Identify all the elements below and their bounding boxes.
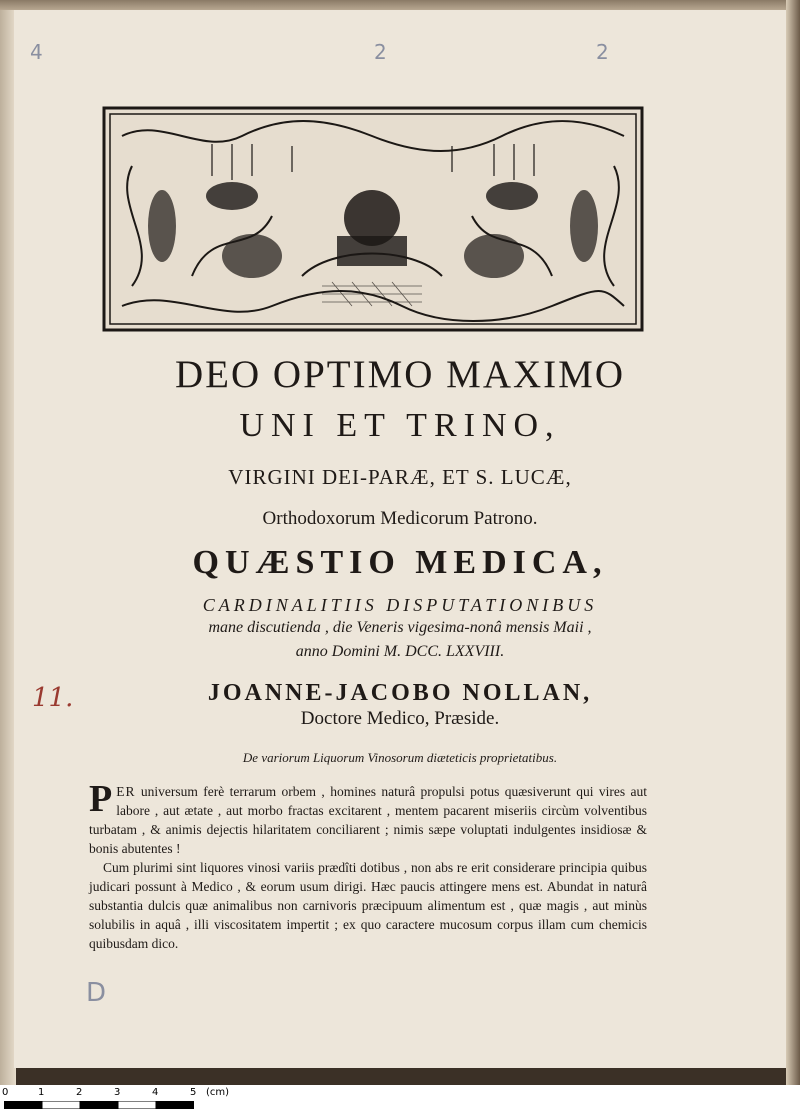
ruler-label-2: 2 (76, 1087, 83, 1098)
body-text (89, 778, 647, 953)
pencil-mark-middle: 2 (374, 40, 387, 64)
year-line: anno Domini M. DCC. LXXVIII. (295, 643, 505, 660)
ruler-label-1: 1 (38, 1087, 45, 1098)
president-name: JOANNE-JACOBO NOLLAN, (207, 680, 593, 706)
pencil-mark-right: 2 (596, 40, 609, 64)
ruler-label-4: 4 (152, 1087, 159, 1098)
drop-cap: P (89, 778, 113, 820)
ornamental-headpiece (102, 106, 644, 332)
dedication-line-3: VIRGINI DEI-PARÆ, ET S. LUCÆ, (228, 465, 572, 489)
ruler-label-0: 0 (2, 1087, 9, 1098)
page-right-edge (786, 0, 800, 1085)
dedication-line-2: UNI ET TRINO, (239, 407, 561, 444)
ruler-label-3: 3 (114, 1087, 121, 1098)
handwritten-number: 11. (32, 683, 74, 713)
dedication-line-4: Orthodoxorum Medicorum Patrono. (262, 508, 538, 529)
paragraph-1-text: universum ferè terrarum orbem , homines naturâ propulsi potus quæsiverunt qui vires aut labore , aut ætate , aut morbo fractas excitarent , mentem pacarent miseriis circùm volventibus turbatam , & animis dejectis hilaritatem conciliarent ; nimis sæpe voluptati indulgentes insidiosæ & bonis abutentes ! (89, 784, 647, 856)
date-line: mane discutienda , die Veneris vigesima-nonâ mensis Maii , (208, 619, 592, 636)
ruler-unit: (cm) (206, 1087, 230, 1098)
book-page (14, 10, 786, 1068)
ruler-label-5: 5 (190, 1087, 197, 1098)
pencil-mark-bottom: D (86, 978, 107, 1008)
paragraph-1 (89, 778, 647, 858)
paragraph-2: Cum plurimi sint liquores vinosi variis prædîti dotibus , non abs re erit considerare principia quibus judicari possunt à Medico , & eorum usum dirigi. Hæc paucis attingere mens est. Abundat in naturâ substantia dulcis quæ animalibus non carnivoris præcipuum alimentum est , quæ magis , aut minùs solubilis in aquâ , illi viscositatem impertit ; ex quo caractere mucosum corpus illam cum chemicis quibusdam dico. (89, 860, 647, 951)
scale-ruler (0, 1085, 800, 1119)
dedication-line-1: DEO OPTIMO MAXIMO (175, 353, 625, 396)
ruler-bar (4, 1101, 196, 1109)
thesis-subject: De variorum Liquorum Vinosorum diæteticis proprietatibus. (242, 750, 558, 765)
president-title: Doctore Medico, Præside. (300, 708, 500, 729)
disputation-line: CARDINALITIIS DISPUTATIONIBUS (202, 595, 598, 615)
paragraph-lead: ER (116, 784, 136, 799)
pencil-mark-left: 4 (30, 40, 43, 64)
thesis-heading: QUÆSTIO MEDICA, (192, 544, 608, 581)
